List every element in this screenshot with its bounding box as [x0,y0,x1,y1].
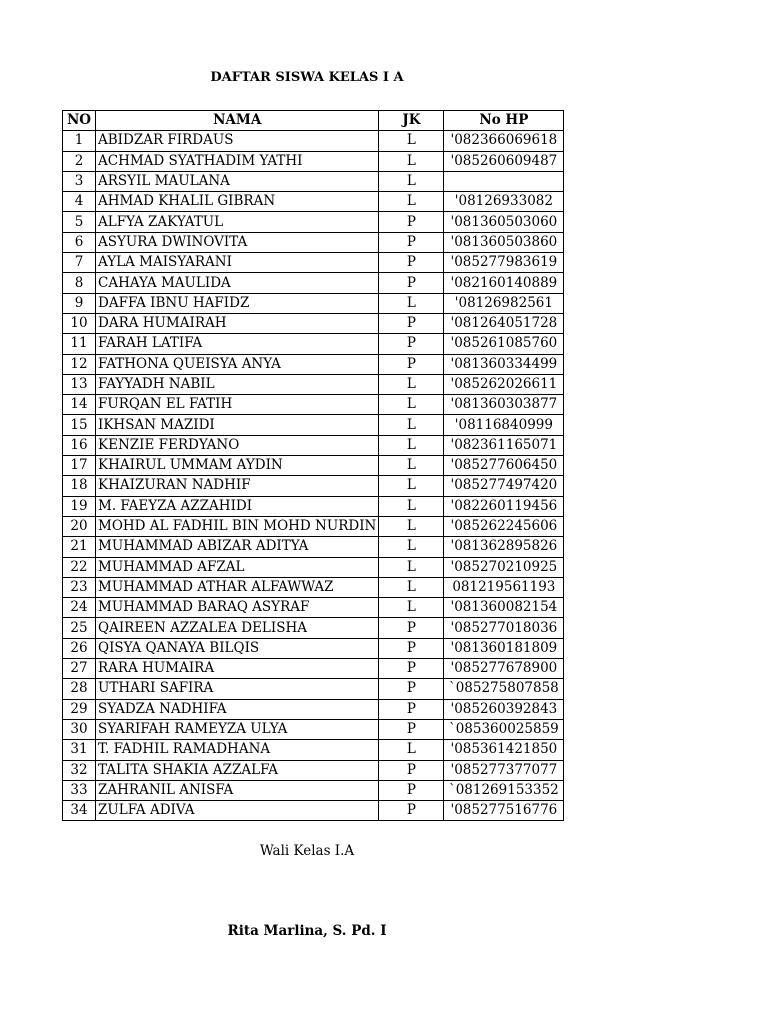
table-row [63,801,564,821]
cell-jk: L [379,374,444,394]
cell-no-hp: '085277018036 [444,618,564,638]
table-row [63,760,564,780]
table-row [63,618,564,638]
cell-jk: P [379,273,444,293]
cell-jk: L [379,516,444,536]
cell-nama: ASYURA DWINOVITA [96,232,379,252]
cell-no: 29 [63,699,96,719]
cell-nama: AYLA MAISYARANI [96,253,379,273]
cell-nama: M. FAEYZA AZZAHIDI [96,496,379,516]
cell-no: 5 [63,212,96,232]
cell-no: 9 [63,293,96,313]
cell-no: 32 [63,760,96,780]
cell-jk: P [379,780,444,800]
cell-nama: FURQAN EL FATIH [96,395,379,415]
cell-no-hp: '082366069618 [444,131,564,151]
table-row [63,232,564,252]
cell-nama: UTHARI SAFIRA [96,679,379,699]
cell-no-hp: '085277606450 [444,456,564,476]
cell-no: 31 [63,740,96,760]
cell-no: 16 [63,435,96,455]
cell-jk: P [379,801,444,821]
cell-no-hp: '08126933082 [444,192,564,212]
cell-jk: P [379,638,444,658]
cell-no-hp: '085260609487 [444,151,564,171]
cell-nama: FAYYADH NABIL [96,374,379,394]
cell-no-hp: '085277678900 [444,659,564,679]
cell-nama: ACHMAD SYATHADIM YATHI [96,151,379,171]
cell-nama: ARSYIL MAULANA [96,171,379,191]
table-row [63,131,564,151]
cell-no-hp: `085275807858 [444,679,564,699]
cell-nama: ALFYA ZAKYATUL [96,212,379,232]
table-row [63,334,564,354]
table-row [63,456,564,476]
cell-nama: MUHAMMAD ATHAR ALFAWWAZ [96,577,379,597]
cell-no: 23 [63,577,96,597]
cell-nama: FATHONA QUEISYA ANYA [96,354,379,374]
cell-no: 11 [63,334,96,354]
cell-no-hp: '085261085760 [444,334,564,354]
cell-jk: L [379,476,444,496]
cell-nama: T. FADHIL RAMADHANA [96,740,379,760]
cell-no-hp: '081360334499 [444,354,564,374]
cell-nama: CAHAYA MAULIDA [96,273,379,293]
cell-jk: P [379,618,444,638]
table-row [63,313,564,333]
header-jk: JK [379,111,444,131]
cell-no: 12 [63,354,96,374]
cell-jk: P [379,354,444,374]
table-row [63,374,564,394]
cell-nama: ZULFA ADIVA [96,801,379,821]
cell-nama: FARAH LATIFA [96,334,379,354]
table-row [63,659,564,679]
cell-no: 33 [63,780,96,800]
cell-no: 15 [63,415,96,435]
table-body [63,131,564,821]
table-header-row [63,111,564,131]
student-table [62,110,564,821]
table-row [63,577,564,597]
cell-nama: TALITA SHAKIA AZZALFA [96,760,379,780]
table-row [63,212,564,232]
cell-no-hp: '08116840999 [444,415,564,435]
cell-no-hp: '081360503860 [444,232,564,252]
cell-no-hp: '085260392843 [444,699,564,719]
cell-jk: L [379,557,444,577]
table-row [63,435,564,455]
cell-no-hp: '082260119456 [444,496,564,516]
cell-no-hp: '085277497420 [444,476,564,496]
cell-jk: P [379,659,444,679]
cell-no-hp: '085262245606 [444,516,564,536]
cell-jk: P [379,719,444,739]
cell-no-hp: '082160140889 [444,273,564,293]
table-row [63,253,564,273]
table-row [63,679,564,699]
cell-no: 34 [63,801,96,821]
cell-no: 20 [63,516,96,536]
cell-nama: ZAHRANIL ANISFA [96,780,379,800]
cell-no-hp: `085360025859 [444,719,564,739]
cell-no-hp: '085361421850 [444,740,564,760]
cell-no-hp: '085270210925 [444,557,564,577]
cell-no: 24 [63,598,96,618]
cell-jk: L [379,293,444,313]
cell-jk: L [379,171,444,191]
cell-jk: L [379,192,444,212]
cell-no-hp [444,171,564,191]
cell-jk: P [379,334,444,354]
table-row [63,354,564,374]
cell-no: 19 [63,496,96,516]
cell-jk: P [379,232,444,252]
cell-no: 10 [63,313,96,333]
cell-no-hp: '085277516776 [444,801,564,821]
cell-nama: DAFFA IBNU HAFIDZ [96,293,379,313]
cell-no-hp: '08126982561 [444,293,564,313]
table-row [63,699,564,719]
cell-nama: DARA HUMAIRAH [96,313,379,333]
wali-kelas-label: Wali Kelas I.A [259,843,355,859]
cell-no: 17 [63,456,96,476]
cell-no: 27 [63,659,96,679]
cell-no: 8 [63,273,96,293]
cell-jk: L [379,435,444,455]
cell-nama: AHMAD KHALIL GIBRAN [96,192,379,212]
cell-no-hp: `081269153352 [444,780,564,800]
cell-jk: L [379,598,444,618]
table-row [63,151,564,171]
cell-no-hp: '081360181809 [444,638,564,658]
cell-no: 4 [63,192,96,212]
cell-nama: MUHAMMAD BARAQ ASYRAF [96,598,379,618]
table-row [63,537,564,557]
table-row [63,273,564,293]
cell-no-hp: '081360303877 [444,395,564,415]
cell-jk: L [379,456,444,476]
cell-no-hp: '082361165071 [444,435,564,455]
cell-nama: KHAIZURAN NADHIF [96,476,379,496]
cell-jk: P [379,760,444,780]
cell-jk: P [379,699,444,719]
table-row [63,496,564,516]
cell-nama: SYARIFAH RAMEYZA ULYA [96,719,379,739]
cell-jk: P [379,253,444,273]
table-row [63,192,564,212]
cell-jk: L [379,740,444,760]
table-row [63,557,564,577]
cell-no: 30 [63,719,96,739]
cell-nama: MUHAMMAD AFZAL [96,557,379,577]
table-row [63,740,564,760]
cell-no: 26 [63,638,96,658]
cell-jk: L [379,537,444,557]
cell-nama: SYADZA NADHIFA [96,699,379,719]
table-row [63,171,564,191]
header-nama: NAMA [96,111,379,131]
cell-jk: L [379,496,444,516]
cell-no: 25 [63,618,96,638]
cell-jk: L [379,577,444,597]
cell-no: 13 [63,374,96,394]
document-title: DAFTAR SISWA KELAS I A [210,70,404,85]
table-row [63,395,564,415]
cell-no-hp: '085262026611 [444,374,564,394]
cell-no-hp: '081264051728 [444,313,564,333]
cell-no: 14 [63,395,96,415]
table-row [63,638,564,658]
cell-nama: MOHD AL FADHIL BIN MOHD NURDIN [96,516,379,536]
header-no-hp: No HP [444,111,564,131]
cell-jk: L [379,151,444,171]
table-row [63,415,564,435]
cell-nama: RARA HUMAIRA [96,659,379,679]
table-row [63,719,564,739]
cell-no: 1 [63,131,96,151]
cell-nama: IKHSAN MAZIDI [96,415,379,435]
table-row [63,293,564,313]
cell-no: 22 [63,557,96,577]
cell-no: 21 [63,537,96,557]
cell-no-hp: 081219561193 [444,577,564,597]
cell-no: 18 [63,476,96,496]
table-row [63,516,564,536]
cell-nama: QAIREEN AZZALEA DELISHA [96,618,379,638]
table-row [63,598,564,618]
cell-no: 7 [63,253,96,273]
cell-no: 28 [63,679,96,699]
cell-jk: P [379,313,444,333]
cell-jk: P [379,679,444,699]
cell-jk: L [379,415,444,435]
cell-jk: L [379,131,444,151]
table-row [63,780,564,800]
cell-no: 2 [63,151,96,171]
cell-no-hp: '085277983619 [444,253,564,273]
cell-no: 3 [63,171,96,191]
cell-no-hp: '085277377077 [444,760,564,780]
cell-nama: KENZIE FERDYANO [96,435,379,455]
table-row [63,476,564,496]
signatory-name: Rita Marlina, S. Pd. I [227,923,387,939]
cell-nama: ABIDZAR FIRDAUS [96,131,379,151]
cell-nama: MUHAMMAD ABIZAR ADITYA [96,537,379,557]
cell-jk: L [379,395,444,415]
header-no: NO [63,111,96,131]
cell-nama: QISYA QANAYA BILQIS [96,638,379,658]
cell-no: 6 [63,232,96,252]
cell-no-hp: '081360503060 [444,212,564,232]
cell-no-hp: '081360082154 [444,598,564,618]
cell-nama: KHAIRUL UMMAM AYDIN [96,456,379,476]
cell-no-hp: '081362895826 [444,537,564,557]
cell-jk: P [379,212,444,232]
